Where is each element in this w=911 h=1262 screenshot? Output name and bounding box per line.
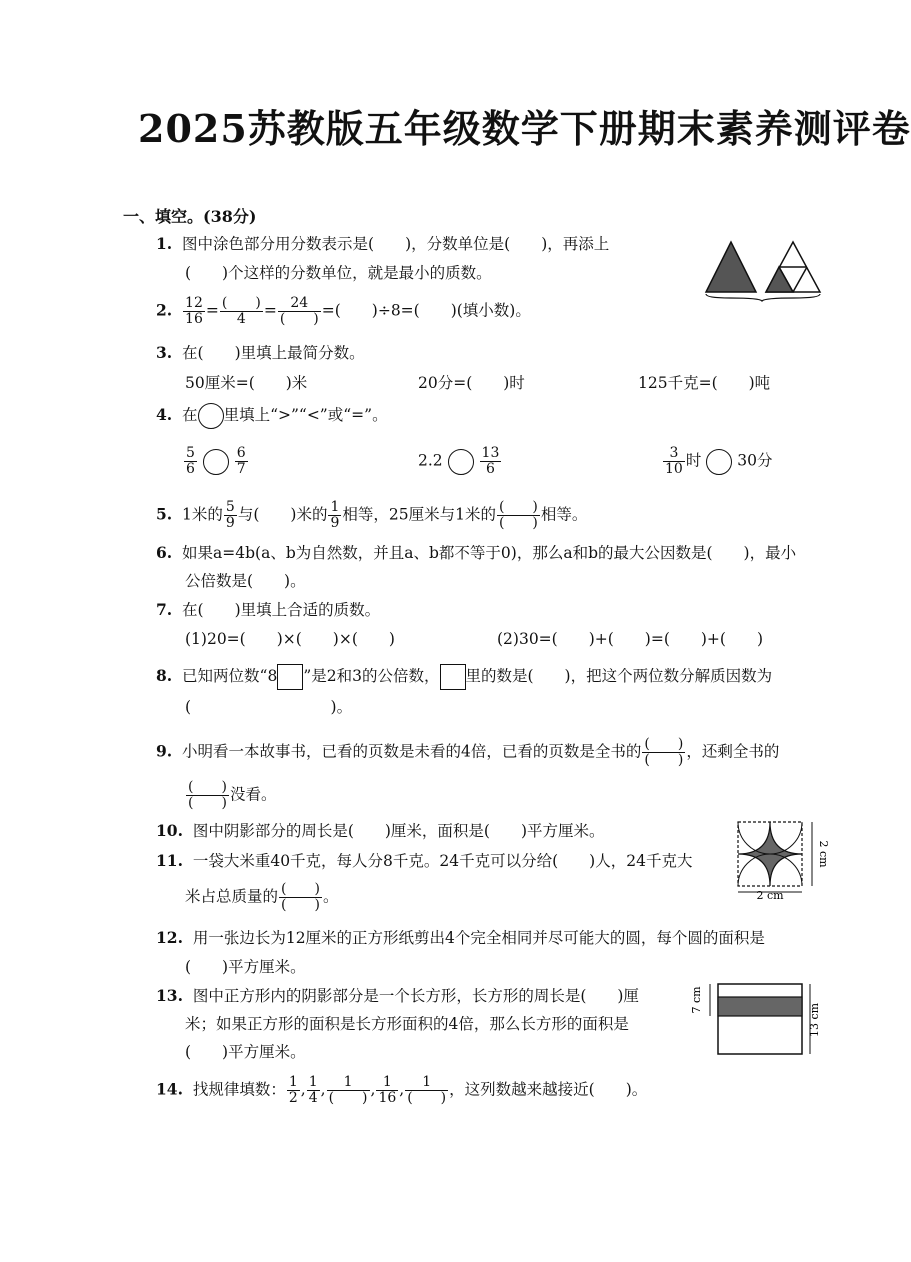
question-number: 14. bbox=[156, 1079, 183, 1099]
answer-circle[interactable] bbox=[198, 403, 224, 429]
question-5: 5. 1米的 $\frac{5}{9}$ 与( )米的 $\frac{1}{9}$ 相等，25厘米与1米的 $\frac{( )}{( )}$ 相等。 bbox=[156, 499, 588, 531]
page-title: 2025苏教版五年级数学下册期末素养测评卷 bbox=[138, 106, 911, 151]
question-text: =( )÷8=( )(填小数)。 bbox=[321, 301, 531, 320]
question-1 bbox=[156, 233, 609, 255]
question-6 bbox=[156, 542, 796, 564]
question-13 bbox=[156, 985, 639, 1007]
question-text: 在( )里填上合适的质数。 bbox=[182, 601, 381, 619]
answer-item: 125千克=( )吨 bbox=[638, 374, 771, 392]
answer-item: (1)20=( )×( )×( ) bbox=[185, 630, 395, 648]
question-9: 9. 小明看一本故事书，已看的页数是未看的4倍，已看的页数是全书的 $\frac{( )}{( )}$ ，还剩全书的 bbox=[156, 736, 780, 768]
dimension-label: 7 cm bbox=[690, 986, 703, 1014]
question-text: 公倍数是( )。 bbox=[185, 572, 306, 590]
question-2: 2. $\frac{12}{16}$ = $\frac{( )}{4}$ = $\frac{24}{( )}$ =( )÷8=( )(填小数)。 bbox=[156, 295, 531, 327]
question-8: 8. 已知两位数“8 ”是2和3的公倍数， 里的数是( )，把这个两位数分解质因数为 bbox=[156, 664, 772, 690]
question-7 bbox=[156, 599, 380, 621]
question-number: 5. bbox=[156, 504, 173, 524]
question-number: 8. bbox=[156, 666, 173, 685]
question-text: ( )平方厘米。 bbox=[185, 1043, 306, 1061]
section-heading: 一、填空。(38分) bbox=[123, 207, 257, 226]
question-number: 3. bbox=[156, 343, 173, 362]
compare-item: 2.2 $\frac{13}{6}$ bbox=[418, 445, 500, 477]
star-figure bbox=[732, 818, 830, 902]
question-11 bbox=[156, 850, 692, 872]
question-number: 1. bbox=[156, 234, 173, 253]
question-number: 6. bbox=[156, 543, 173, 562]
question-text: 如果a=4b(a、b为自然数，并且a、b都不等于0)，那么a和b的最大公因数是( )，最小 bbox=[182, 544, 797, 562]
answer-circle[interactable] bbox=[203, 449, 229, 475]
dimension-label: 13 cm bbox=[808, 1002, 821, 1038]
question-number: 9. bbox=[156, 741, 173, 761]
question-text: 用一张边长为12厘米的正方形纸剪出4个完全相同并尽可能大的圆，每个圆的面积是 bbox=[192, 929, 765, 947]
rectangle-figure bbox=[690, 980, 824, 1058]
answer-circle[interactable] bbox=[448, 449, 474, 475]
question-number: 7. bbox=[156, 600, 173, 619]
question-text: ( )个这样的分数单位，就是最小的质数。 bbox=[185, 264, 492, 282]
question-text: 图中正方形内的阴影部分是一个长方形，长方形的周长是( )厘 bbox=[192, 987, 639, 1005]
question-number: 12. bbox=[156, 928, 183, 947]
question-text: 米占总质量的 $\frac{( )}{( )}$ 。 bbox=[185, 881, 339, 913]
question-number: 2. bbox=[156, 300, 173, 320]
dimension-label: 2 cm bbox=[756, 889, 784, 902]
compare-item: $\frac{3}{10}$ 时 30分 bbox=[665, 445, 773, 477]
question-number: 10. bbox=[156, 821, 183, 840]
answer-box[interactable] bbox=[440, 664, 466, 690]
compare-item: $\frac{5}{6}$ $\frac{6}{7}$ bbox=[186, 445, 246, 477]
question-text: 图中涂色部分用分数表示是( )，分数单位是( )，再添上 bbox=[182, 235, 610, 253]
question-text: 在( )里填上最简分数。 bbox=[182, 344, 365, 362]
fraction: $\frac{24}{( )}$ bbox=[279, 295, 319, 327]
question-4: 4. 在 里填上“>”“<”或“=”。 bbox=[156, 403, 388, 429]
fraction: $\frac{12}{16}$ bbox=[185, 295, 203, 327]
question-text: $\frac{( )}{( )}$ 没看。 bbox=[188, 779, 277, 811]
question-number: 4. bbox=[156, 405, 173, 424]
answer-item: 20分=( )时 bbox=[418, 374, 525, 392]
question-text: ( )。 bbox=[185, 698, 353, 716]
question-14: 14. 找规律填数： $\frac{1}{2}$ , $\frac{1}{4}$ , $\frac{1}{( )}$ , $\frac{1}{16}$ , $\frac{1}{( )}$ ，这列数越来越接近( )。 bbox=[156, 1074, 648, 1106]
question-number: 13. bbox=[156, 986, 183, 1005]
answer-box[interactable] bbox=[277, 664, 303, 690]
answer-item: (2)30=( )+( )=( )+( ) bbox=[497, 630, 764, 648]
fraction: $\frac{( )}{4}$ bbox=[221, 295, 261, 327]
question-text: 图中阴影部分的周长是( )厘米，面积是( )平方厘米。 bbox=[192, 822, 605, 840]
question-text: ( )平方厘米。 bbox=[185, 958, 306, 976]
answer-item: 50厘米=( )米 bbox=[185, 374, 308, 392]
question-3 bbox=[156, 342, 365, 364]
question-number: 11. bbox=[156, 851, 183, 870]
dimension-label: 2 cm bbox=[817, 840, 830, 868]
question-text: 米；如果正方形的面积是长方形面积的4倍，那么长方形的面积是 bbox=[185, 1015, 629, 1033]
question-text: 一袋大米重40千克，每人分8千克。24千克可以分给( )人，24千克大 bbox=[192, 852, 693, 870]
triangle-figure bbox=[700, 236, 830, 302]
question-12 bbox=[156, 927, 765, 949]
question-10 bbox=[156, 820, 605, 842]
answer-circle[interactable] bbox=[706, 449, 732, 475]
